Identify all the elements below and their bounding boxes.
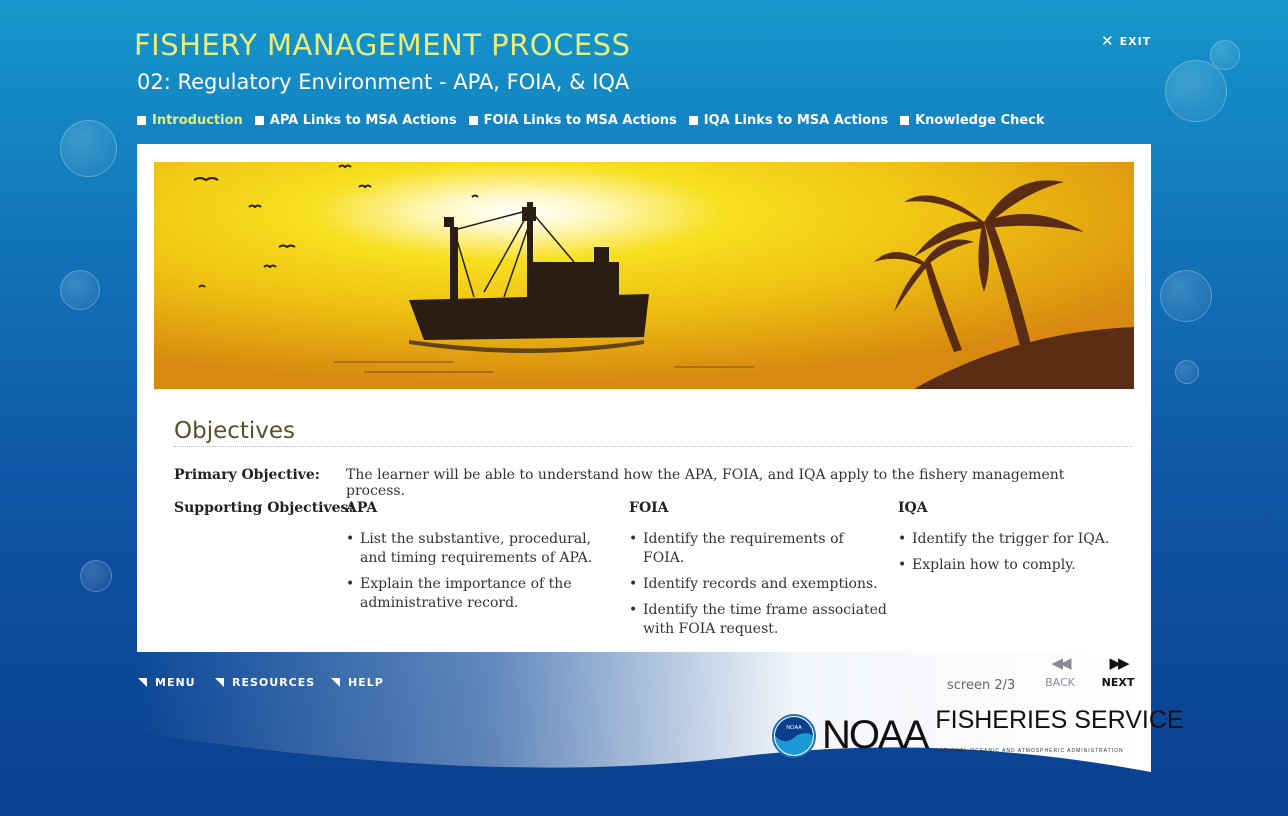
apa-objectives-column <box>346 500 616 620</box>
bubble-decoration <box>1165 60 1227 122</box>
resources-button[interactable] <box>215 676 315 689</box>
fisheries-wordmark <box>935 708 1183 763</box>
column-title: APA <box>346 500 378 516</box>
tab-label: FOIA Links to MSA Actions <box>483 113 677 128</box>
resources-label: RESOURCES <box>232 676 316 689</box>
module-title: 02: Regulatory Environment - APA, FOIA, & IQA <box>137 70 630 94</box>
fast-forward-icon: ▶▶ <box>1109 654 1127 672</box>
primary-objective-text: The learner will be able to understand how the APA, FOIA, and IQA apply to the fishery management process. <box>346 467 1065 499</box>
corner-arrow-icon <box>331 678 340 687</box>
primary-objective-label: Primary Objective: <box>174 467 320 483</box>
square-bullet-icon <box>255 116 264 125</box>
exit-button[interactable] <box>1101 32 1151 50</box>
square-bullet-icon <box>900 116 909 125</box>
tab-knowledge-check[interactable] <box>900 113 1044 128</box>
back-label: BACK <box>1045 676 1075 689</box>
emblem-text: NOAA <box>786 724 802 731</box>
list-item: • Identify the time frame associated with FOIA request. <box>643 601 889 639</box>
noaa-fisheries-logo <box>772 708 1184 763</box>
help-label: HELP <box>348 676 384 689</box>
course-title: FISHERY MANAGEMENT PROCESS <box>134 28 631 62</box>
agency-subtitle: NATIONAL OCEANIC AND ATMOSPHERIC ADMINISTRATION <box>935 748 1124 754</box>
exit-label: EXIT <box>1119 35 1152 48</box>
bubble-decoration <box>60 120 117 177</box>
section-tabs <box>137 113 1057 128</box>
tab-label: Knowledge Check <box>915 113 1045 128</box>
square-bullet-icon <box>469 116 478 125</box>
tab-label: APA Links to MSA Actions <box>269 113 457 128</box>
column-title: IQA <box>898 500 928 516</box>
help-button[interactable] <box>331 676 384 689</box>
menu-label: MENU <box>155 676 196 689</box>
next-button[interactable] <box>1100 654 1136 689</box>
tab-foia-links[interactable] <box>469 113 677 128</box>
bubble-decoration <box>60 270 100 310</box>
list-item: • List the substantive, procedural, and timing requirements of APA. <box>360 530 616 568</box>
foia-objectives-column <box>629 500 889 646</box>
objectives-heading: Objectives <box>174 418 1132 447</box>
list-item: • Explain the importance of the administrative record. <box>360 575 616 613</box>
supporting-objectives-label: Supporting Objectives: <box>174 500 354 516</box>
iqa-objectives-column <box>898 500 1128 582</box>
corner-arrow-icon <box>138 678 147 687</box>
close-icon: ✕ <box>1101 32 1115 50</box>
square-bullet-icon <box>689 116 698 125</box>
list-item: • Identify the trigger for IQA. <box>912 530 1128 549</box>
tab-iqa-links[interactable] <box>689 113 888 128</box>
list-item: • Identify records and exemptions. <box>643 575 889 594</box>
corner-arrow-icon <box>215 678 224 687</box>
bubble-decoration <box>80 560 112 592</box>
tab-label: Introduction <box>152 113 243 128</box>
tab-label: IQA Links to MSA Actions <box>703 113 889 128</box>
noaa-emblem-icon <box>772 714 816 758</box>
column-title: FOIA <box>629 500 669 516</box>
fishing-boat-sunset-banner <box>154 162 1134 389</box>
square-bullet-icon <box>137 116 146 125</box>
menu-button[interactable] <box>138 676 196 689</box>
fisheries-service-text: FISHERIES SERVICE <box>935 706 1184 734</box>
bubble-decoration <box>1210 40 1240 70</box>
screen-counter: screen 2/3 <box>947 678 1016 693</box>
list-item: • Identify the requirements of FOIA. <box>643 530 889 568</box>
rewind-icon: ◀◀ <box>1051 654 1069 672</box>
bubble-decoration <box>1160 270 1212 322</box>
tab-apa-links[interactable] <box>255 113 457 128</box>
content-panel <box>137 144 1151 652</box>
list-item: • Explain how to comply. <box>912 556 1128 575</box>
back-button[interactable] <box>1043 654 1077 689</box>
bubble-decoration <box>1175 360 1199 384</box>
tab-introduction[interactable] <box>137 113 243 128</box>
next-label: NEXT <box>1101 676 1135 689</box>
noaa-wordmark: NOAA <box>822 713 928 757</box>
